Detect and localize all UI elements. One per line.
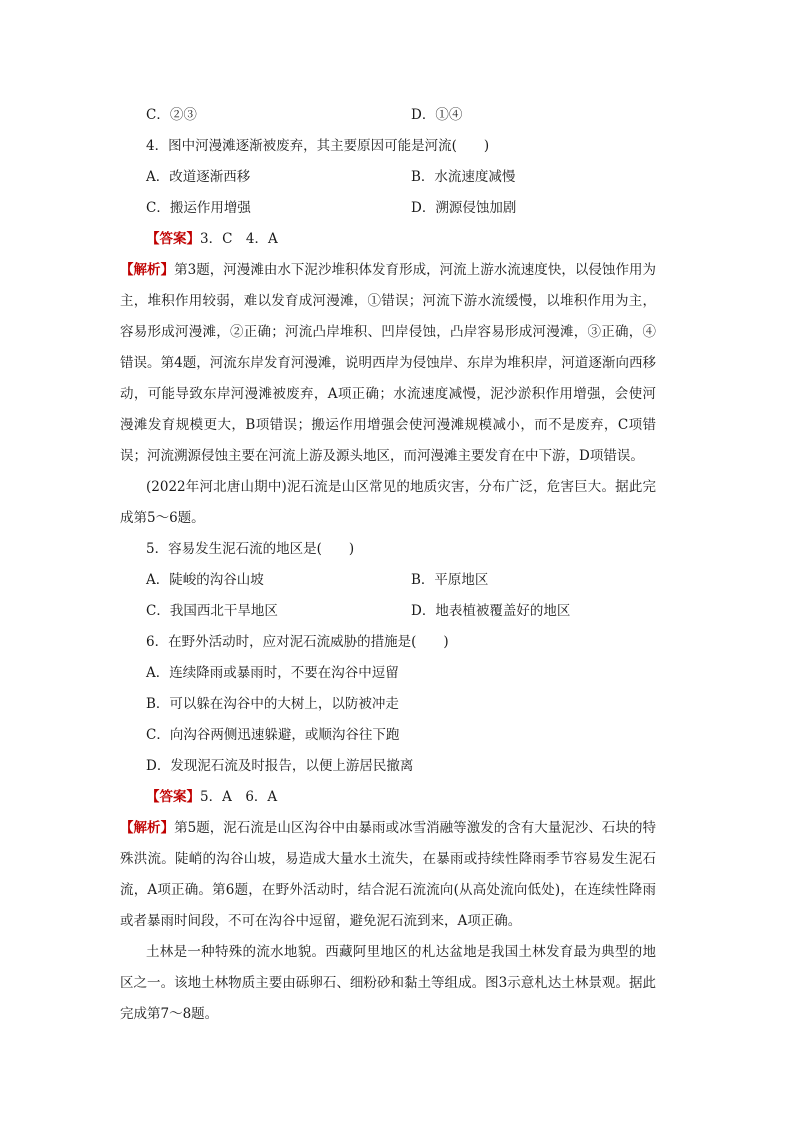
analysis-5-6 bbox=[120, 813, 656, 937]
q3-option-d: D．①④ bbox=[411, 107, 463, 123]
q6-option-a: A．连续降雨或暴雨时，不要在沟谷中逗留 bbox=[146, 665, 399, 681]
q6-option-d: D．发现泥石流及时报告，以便上游居民撤离 bbox=[146, 758, 414, 774]
answer-tag: 【答案】 bbox=[146, 231, 200, 247]
intro-7-8: 土林是一种特殊的流水地貌。西藏阿里地区的札达盆地是我国土林发育最为典型的地区之一。该地土林物质主要由砾卵石、细粉砂和黏土等组成。图3示意札达土林景观。据此完成第7～8题。 bbox=[120, 944, 656, 1022]
q4-stem: 4．图中河漫滩逐渐被废弃，其主要原因可能是河流( ) bbox=[146, 138, 490, 154]
answer-5-6 bbox=[146, 782, 656, 813]
analysis-text: 第5题，泥石流是山区沟谷中由暴雨或冰雪消融等激发的含有大量泥沙、石块的特殊洪流。陡峭的沟谷山坡，易造成大量水土流失，在暴雨或持续性降雨季节容易发生泥石流，A项正确。第6题，在野外活动时，结合泥石流流向(从高处流向低处)，在连续性降雨或者暴雨时间段，不可在沟谷中逗留，避免泥石流到来，A项正确。 bbox=[120, 820, 656, 929]
q3-option-c: C．②③ bbox=[146, 107, 197, 123]
q5-option-a: A．陡峻的沟谷山坡 bbox=[146, 572, 264, 588]
q4-option-c: C．搬运作用增强 bbox=[146, 200, 251, 216]
q4-option-d: D．溯源侵蚀加剧 bbox=[411, 200, 517, 216]
q5-option-c: C．我国西北干旱地区 bbox=[146, 603, 278, 619]
answer-text: 3．C 4．A bbox=[200, 231, 278, 247]
analysis-3-4 bbox=[120, 255, 656, 472]
analysis-tag: 【解析】 bbox=[120, 820, 175, 836]
q4-options-row-1 bbox=[146, 162, 656, 193]
q6-option-c: C．向沟谷两侧迅速躲避，或顺沟谷往下跑 bbox=[146, 727, 400, 743]
q3-options-row bbox=[146, 100, 656, 131]
q6-stem: 6．在野外活动时，应对泥石流威胁的措施是( ) bbox=[146, 634, 449, 650]
analysis-tag: 【解析】 bbox=[120, 262, 175, 278]
intro-5-6: (2022年河北唐山期中)泥石流是山区常见的地质灾害，分布广泛，危害巨大。据此完成第5～6题。 bbox=[120, 479, 656, 526]
q4-option-b: B．水流速度减慢 bbox=[411, 169, 516, 185]
q5-options-row-2 bbox=[146, 596, 656, 627]
q4-options-row-2 bbox=[146, 193, 656, 224]
document-page bbox=[120, 100, 656, 1030]
q5-option-d: D．地表植被覆盖好的地区 bbox=[411, 603, 571, 619]
q4-option-a: A．改道逐渐西移 bbox=[146, 169, 251, 185]
q5-stem: 5．容易发生泥石流的地区是( ) bbox=[146, 541, 355, 557]
q6-option-b: B．可以躲在沟谷中的大树上，以防被冲走 bbox=[146, 696, 399, 712]
analysis-text: 第3题，河漫滩由水下泥沙堆积体发育形成，河流上游水流速度快，以侵蚀作用为主，堆积作用较弱，难以发育成河漫滩，①错误；河流下游水流缓慢，以堆积作用为主，容易形成河漫滩，②正确；河流凸岸堆积、凹岸侵蚀，凸岸容易形成河漫滩，③正确，④错误。第4题，河流东岸发育河漫滩，说明西岸为侵蚀岸、东岸为堆积岸，河道逐渐向西移动，可能导致东岸河漫滩被废弃，A项正确；水流速度减慢，泥沙淤积作用增强，会使河漫滩发育规模更大，B项错误；搬运作用增强会使河漫滩规模减小，而不是废弃，C项错误；河流溯源侵蚀主要在河流上游及源头地区，而河漫滩主要发育在中下游，D项错误。 bbox=[120, 262, 656, 464]
q5-option-b: B．平原地区 bbox=[411, 572, 489, 588]
q5-options-row-1 bbox=[146, 565, 656, 596]
answer-tag: 【答案】 bbox=[146, 789, 200, 805]
answer-text: 5．A 6．A bbox=[200, 789, 278, 805]
answer-3-4 bbox=[146, 224, 656, 255]
